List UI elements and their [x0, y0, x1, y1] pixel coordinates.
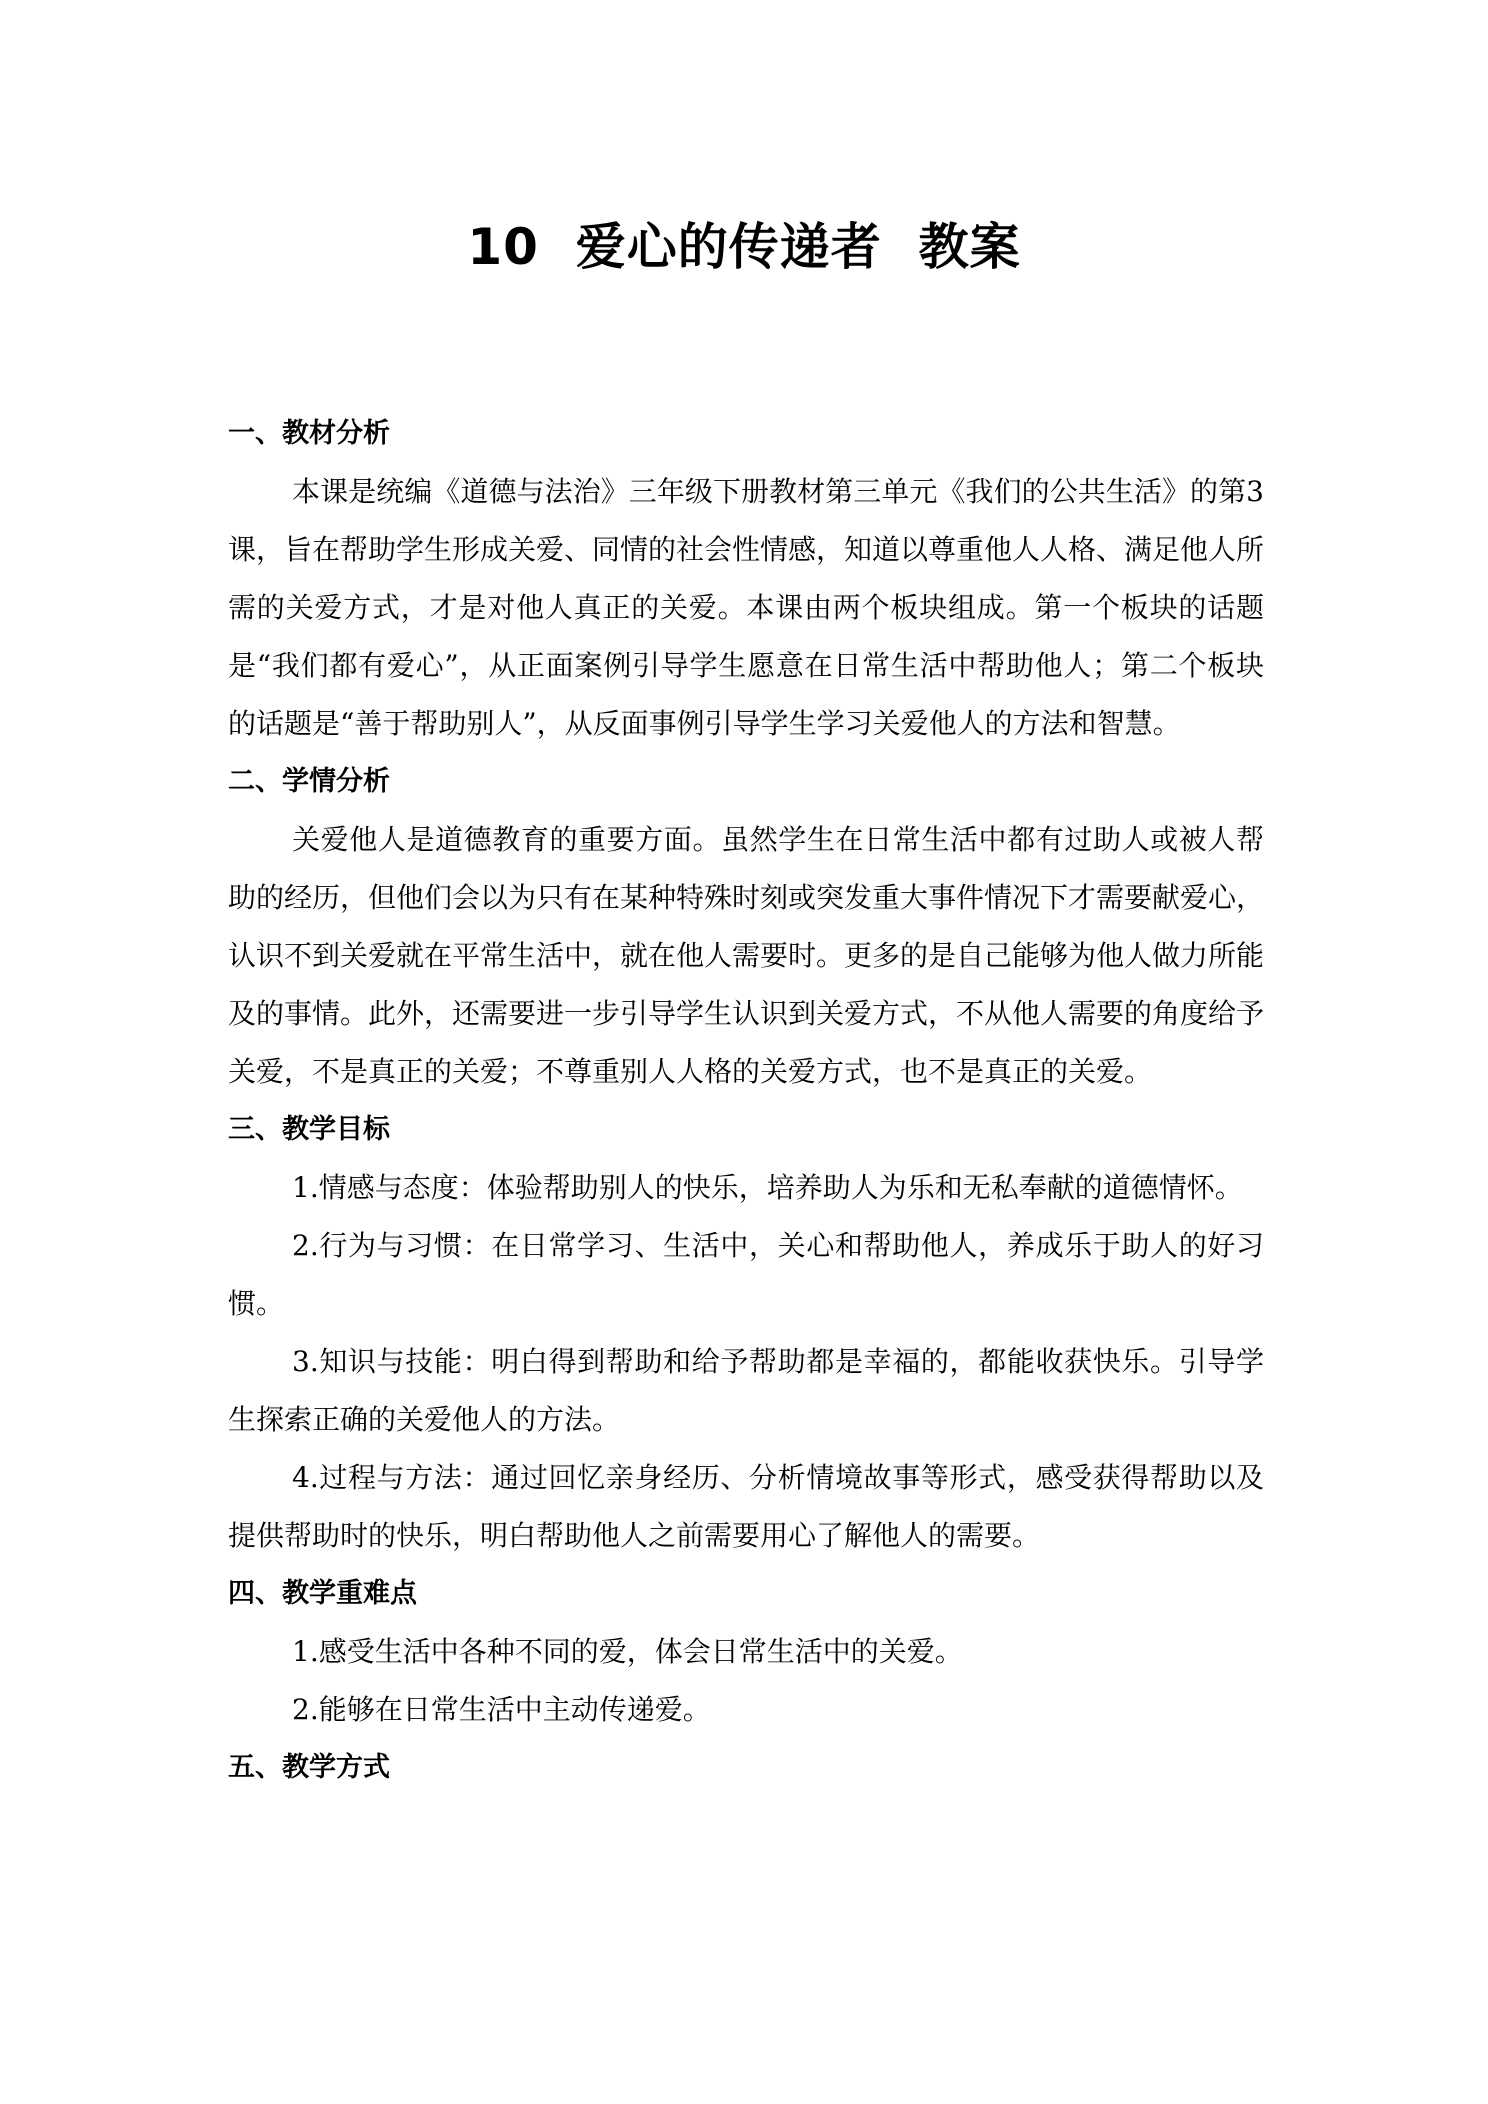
section-teaching-methods — [228, 1739, 1264, 1797]
section-heading: 三、教学目标 — [228, 1114, 390, 1145]
section-textbook-analysis — [228, 405, 1264, 753]
section-heading: 一、教材分析 — [228, 418, 390, 449]
section-heading: 二、学情分析 — [228, 766, 390, 797]
document-body — [228, 405, 1264, 1797]
section-heading: 四、教学重难点 — [228, 1578, 417, 1609]
section-teaching-goals — [228, 1101, 1264, 1565]
goal-item: 2.行为与习惯：在日常学习、生活中，关心和帮助他人，养成乐于助人的好习惯。 — [228, 1229, 1264, 1320]
paragraph: 本课是统编《道德与法治》三年级下册教材第三单元《我们的公共生活》的第3课，旨在帮助学生形成关爱、同情的社会性情感，知道以尊重他人人格、满足他人所需的关爱方式，才是对他人真正的关爱。本课由两个板块组成。第一个板块的话题是“我们都有爱心”，从正面案例引导学生愿意在日常生活中帮助他人；第二个板块的话题是“善于帮助别人”，从反面事例引导学生学习关爱他人的方法和智慧。 — [228, 475, 1265, 740]
goal-item: 3.知识与技能：明白得到帮助和给予帮助都是幸福的，都能收获快乐。引导学生探索正确的关爱他人的方法。 — [228, 1345, 1264, 1436]
document-title: 10 爱心的传递者 教案 — [467, 217, 1021, 276]
section-key-difficulties — [228, 1565, 1264, 1739]
key-point-item: 1.感受生活中各种不同的爱，体会日常生活中的关爱。 — [292, 1635, 963, 1668]
goal-item: 4.过程与方法：通过回忆亲身经历、分析情境故事等形式，感受获得帮助以及提供帮助时的快乐，明白帮助他人之前需要用心了解他人的需要。 — [228, 1461, 1264, 1552]
paragraph: 关爱他人是道德教育的重要方面。虽然学生在日常生活中都有过助人或被人帮助的经历，但他们会以为只有在某种特殊时刻或突发重大事件情况下才需要献爱心，认识不到关爱就在平常生活中，就在他人需要时。更多的是自己能够为他人做力所能及的事情。此外，还需要进一步引导学生认识到关爱方式，不从他人需要的角度给予关爱，不是真正的关爱；不尊重别人人格的关爱方式，也不是真正的关爱。 — [228, 823, 1265, 1088]
goal-item: 1.情感与态度：体验帮助别人的快乐，培养助人为乐和无私奉献的道德情怀。 — [292, 1171, 1243, 1204]
key-point-item: 2.能够在日常生活中主动传递爱。 — [292, 1693, 711, 1726]
section-student-analysis — [228, 753, 1264, 1101]
section-heading: 五、教学方式 — [228, 1752, 390, 1783]
